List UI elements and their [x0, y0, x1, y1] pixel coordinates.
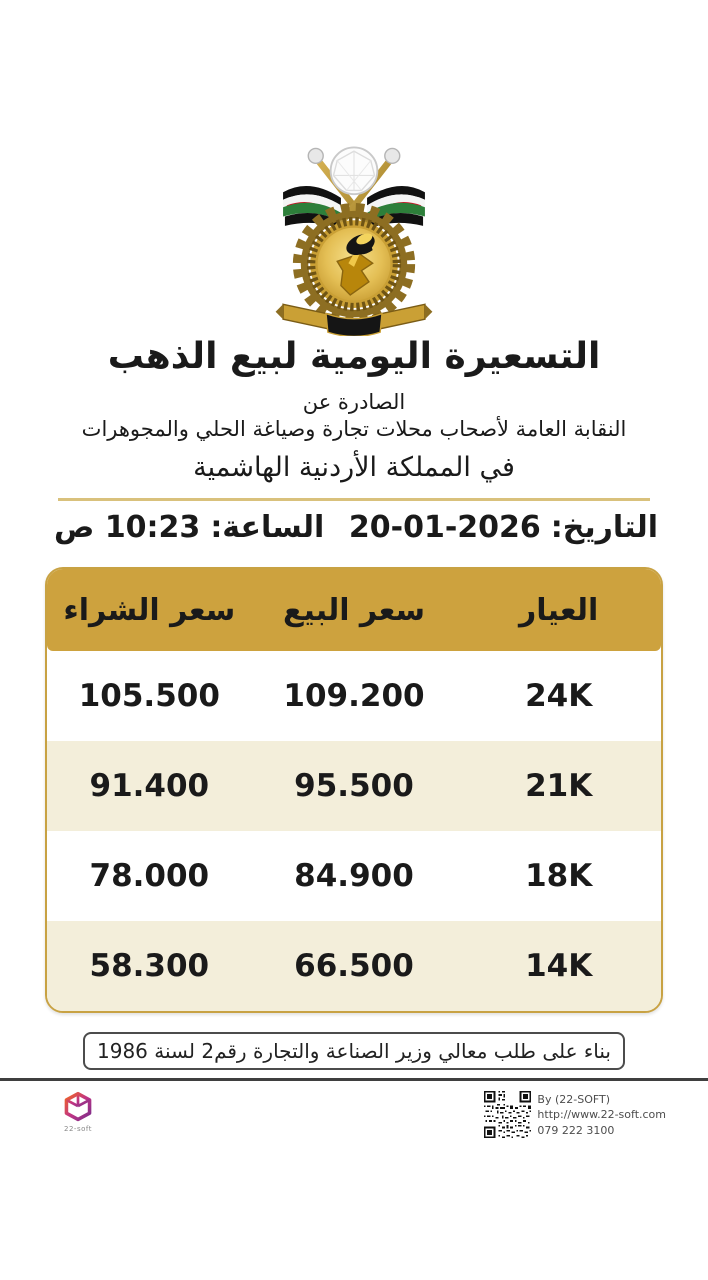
- time-value: 10:23 ص: [54, 510, 201, 545]
- karat-24k: 24K: [525, 678, 593, 714]
- sell-14k: 66.500: [294, 948, 414, 984]
- buy-21k: 91.400: [89, 768, 210, 804]
- table-row: [47, 921, 661, 1011]
- date-label: التاريخ:: [550, 510, 658, 545]
- vendor-credit: [484, 1091, 666, 1138]
- legal-note: بناء على طلب معالي وزير الصناعة والتجارة رقم2 لسنة 1986: [83, 1032, 625, 1070]
- vendor-brand: [58, 1091, 98, 1133]
- buy-24k: 105.500: [78, 678, 220, 714]
- vendor-credit-text: [537, 1091, 666, 1138]
- table-row: [47, 831, 661, 921]
- credit-line-1: By (22-SOFT): [537, 1093, 611, 1106]
- diamond-icon: [331, 147, 378, 194]
- header-sell-price: سعر البيع: [282, 592, 426, 628]
- date-time-line: [0, 510, 708, 545]
- issued-by-line: الصادرة عن: [302, 390, 406, 414]
- gold-divider: [58, 498, 650, 501]
- karat-21k: 21K: [525, 768, 593, 804]
- kingdom-line: في المملكة الأردنية الهاشمية: [193, 452, 515, 483]
- date-group: [349, 510, 658, 545]
- buy-14k: 58.300: [89, 948, 210, 984]
- qr-code-icon: [484, 1091, 531, 1138]
- karat-14k: 14K: [525, 948, 593, 984]
- footer: [0, 1081, 708, 1138]
- sell-18k: 84.900: [294, 858, 414, 894]
- sell-24k: 109.200: [283, 678, 425, 714]
- buy-18k: 78.000: [89, 858, 210, 894]
- banner-ribbons: [276, 304, 433, 336]
- time-group: [54, 510, 324, 545]
- karat-18k: 18K: [525, 858, 593, 894]
- header-buy-price: سعر الشراء: [63, 592, 236, 628]
- credit-line-3: 079 222 3100: [537, 1123, 615, 1137]
- table-row: [47, 651, 661, 741]
- table-header-row: [47, 569, 661, 651]
- syndicate-emblem-icon: [266, 140, 442, 336]
- syndicate-name-line: النقابة العامة لأصحاب محلات تجارة وصياغة الحلي والمجوهرات: [81, 417, 627, 441]
- sell-21k: 95.500: [294, 768, 414, 804]
- header-karat: العيار: [519, 592, 599, 628]
- vendor-brand-label: 22-soft: [64, 1125, 92, 1133]
- credit-line-2: http://www.22-soft.com: [537, 1108, 666, 1122]
- 22soft-cube-logo-icon: [62, 1091, 94, 1123]
- table-row: [47, 741, 661, 831]
- page-title: التسعيرة اليومية لبيع الذهب: [107, 336, 601, 377]
- time-label: الساعة:: [210, 510, 325, 545]
- gold-price-table: [45, 567, 663, 1013]
- date-value: 20-01-2026: [348, 510, 541, 545]
